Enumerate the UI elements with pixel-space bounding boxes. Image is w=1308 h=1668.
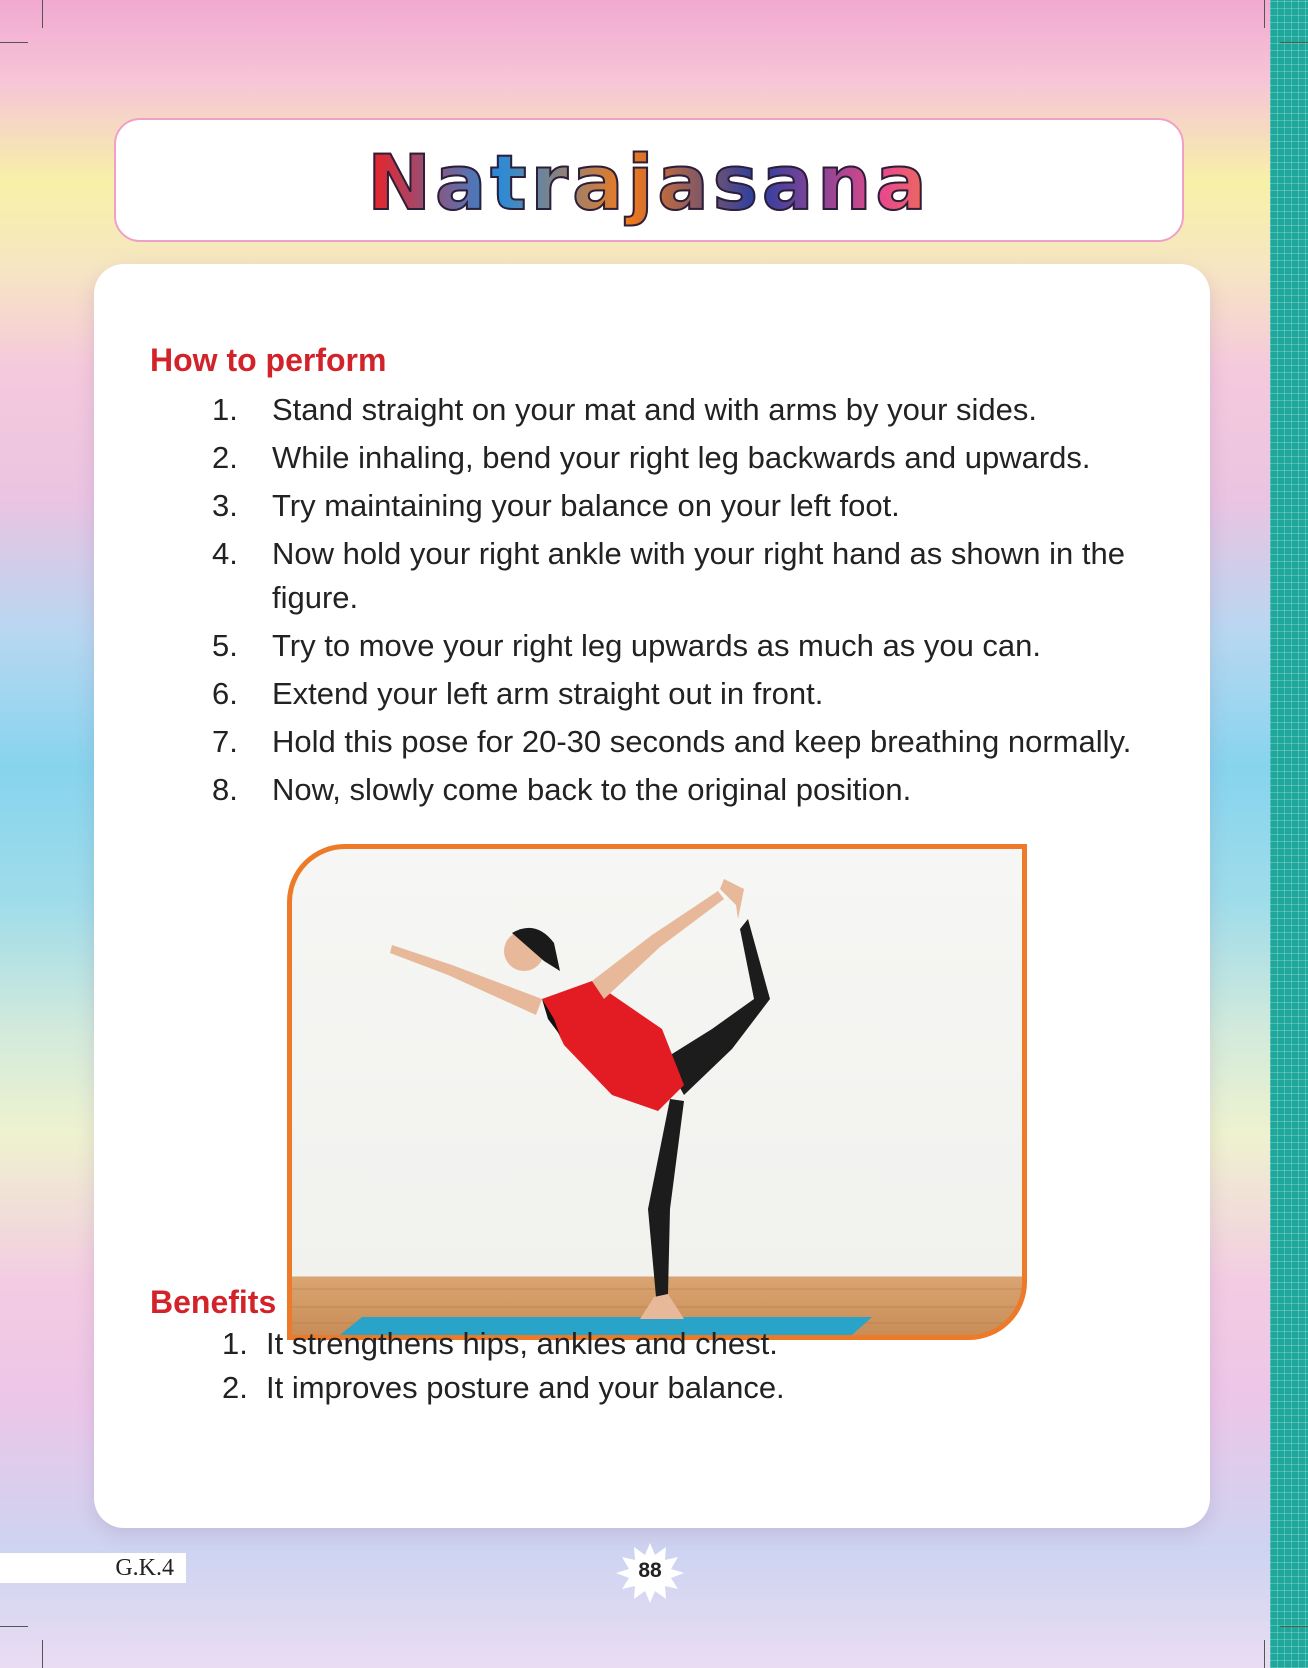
content-card (94, 264, 1210, 1528)
decorative-grid-strip (1270, 0, 1308, 1668)
step-text: Hold this pose for 20-30 seconds and keep breathing normally. (272, 724, 1132, 759)
step-text: Now hold your right ankle with your right hand as shown in the figure. (272, 536, 1125, 615)
step-text: Stand straight on your mat and with arms by your sides. (272, 392, 1038, 427)
benefit-text: It strengthens hips, ankles and chest. (266, 1326, 778, 1361)
crop-mark (1264, 1640, 1265, 1668)
list-item (212, 672, 1172, 716)
step-text: Now, slowly come back to the original position. (272, 772, 912, 807)
step-number: 5. (212, 628, 238, 663)
crop-mark (1280, 1626, 1308, 1627)
list-item (222, 1322, 785, 1366)
crop-mark (42, 1640, 43, 1668)
step-number: 2. (212, 440, 238, 475)
step-number: 4. (212, 536, 238, 571)
benefits-list (222, 1322, 785, 1410)
steps-list (212, 388, 1172, 816)
page-title: Natrajasana (116, 138, 1182, 227)
title-banner (114, 118, 1184, 242)
benefits-heading: Benefits (150, 1284, 277, 1320)
list-item (212, 436, 1172, 480)
crop-mark (42, 0, 43, 28)
list-item (212, 720, 1172, 764)
list-item (212, 532, 1172, 620)
crop-mark (1264, 0, 1265, 28)
yoga-pose-photo (287, 844, 1027, 1340)
list-item (212, 388, 1172, 432)
crop-mark (1280, 42, 1308, 43)
book-code: G.K.4 (0, 1553, 186, 1583)
step-text: Try maintaining your balance on your left foot. (272, 488, 900, 523)
dancer-pose-illustration (292, 849, 1022, 1335)
step-text: Try to move your right leg upwards as much as you can. (272, 628, 1042, 663)
step-text: While inhaling, bend your right leg backwards and upwards. (272, 440, 1091, 475)
crop-mark (0, 42, 28, 43)
step-text: Extend your left arm straight out in front. (272, 676, 824, 711)
benefit-number: 1. (222, 1326, 248, 1361)
page-number-badge (614, 1541, 686, 1605)
list-item (212, 484, 1172, 528)
step-number: 7. (212, 724, 238, 759)
benefit-text: It improves posture and your balance. (266, 1370, 785, 1405)
page-number: 88 (638, 1559, 662, 1582)
list-item (212, 768, 1172, 812)
list-item (212, 624, 1172, 668)
step-number: 1. (212, 392, 238, 427)
step-number: 3. (212, 488, 238, 523)
step-number: 6. (212, 676, 238, 711)
benefit-number: 2. (222, 1370, 248, 1405)
how-to-perform-heading: How to perform (150, 342, 387, 378)
list-item (222, 1366, 785, 1410)
step-number: 8. (212, 772, 238, 807)
crop-mark (0, 1626, 28, 1627)
